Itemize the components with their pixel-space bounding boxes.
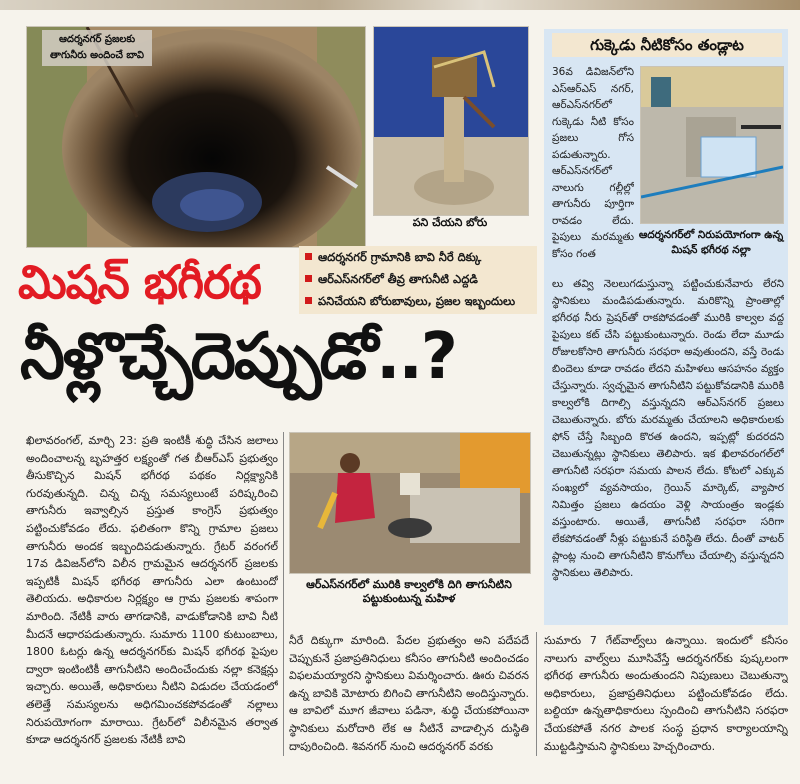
headline-line2: నీళ్లొచ్చేదెప్పుడో..? (20, 320, 456, 394)
column-divider (283, 432, 284, 756)
article-column-2: నీరే దిక్కుగా మారింది. పేదల ప్రభుత్వం అని పదేపదే చెప్పుకునే ప్రజాప్రతినిధులు కనీసం తాగునీటి అందించడం విఫలమయ్యారని స్థానికులు విమర్శించారు. ఊరు చివరన ఉన్న బావికి మోటారు బిగించి తాగునీటిని అందిస్తున్నారు. ఆ బావిలో మూగ జీవాలు పడినా, శుద్ధి చేయకపోయినా స్థానికులు మరోదారి లేక ఆ నీటినే వాడాల్సిన దుస్థితి దాపురించింది. శివనగర్ నుంచి ఆదర్శనగర్ వరకు (289, 634, 529, 753)
well-caption: ఆదర్శనగర్ ప్రజలకు తాగునీరు అందించే బావి (50, 34, 144, 61)
tap-image (641, 67, 783, 223)
bullet-item: ఆదర్శనగర్ గ్రామానికి బావి నీరే దిక్కు (299, 246, 537, 268)
subheadline-bullets (299, 246, 537, 314)
top-photo-strip (0, 0, 800, 10)
column-divider (536, 632, 537, 756)
bullet-square-icon (305, 275, 312, 282)
bullet-square-icon (305, 297, 312, 304)
tap-photo (640, 66, 784, 224)
sidebar-intro: 36వ డివిజన్‌లోని ఎస్ఆర్ఎస్ నగర్, ఆర్ఎస్‌నగర్‌లో గుక్కెడు నీటి కోసం ప్రజలు గోస పడుతున్నారు. ఆర్ఎస్‌నగర్‌లో నాలుగు గల్లీల్లో తాగునీరు పూర్తిగా రావడం లేదు. పైపులు మరమ్మతు కోసం గంత (552, 66, 634, 260)
sidebar-body: లు తవ్వి నెలలుగడుస్తున్నా పట్టించుకునేవారు లేరని స్థానికులు మండిపడుతున్నారు. మరికొన్ని ప్రాంతాల్లో భగీరథ నీరు ప్రెషర్‌తో రాకపోవడంతో మురికి కాల్వల వద్ద పైపులు కట్ చేసి పట్టుకుంటున్నారు. రెండు లేదా మూడు రోజులకోసారి తాగునీరు సరఫరా అవుతుందని, వస్తే రెండు బిందెలు కూడా రావడం లేదని మహిళలు ఆసహనం వ్యక్తం చేస్తున్నారు. స్వచ్ఛమైన తాగునీటిని పట్టుకోవడానికి మురికి కాల్వలోకి దిగాల్సి వస్తున్నదని ఆర్ఎస్‌నగర్ ప్రజలు చెబుతున్నారు. బోరు మరమ్మతు చేయాలని అధికారులకు ఫోన్ చేస్తే సిబ్బంది కొరత ఉందని, ఇప్పట్లో కుదరదని చెబుతున్నట్లు స్థానికులు తెలిపారు. ఇక ఖిలావరంగల్‌లో తాగునీటి సరఫరా సమయ పాలన లేదు. కోటలో ఎక్కువ సంఖ్యలో వ్యవసాయం, గ్రెయిన్ మార్కెట్, వ్యాపార నిమిత్తం ప్రజలు ఉదయం వెళ్లి సాయంత్రం ఇండ్లకు వస్తుంటారు. అయితే, తాగునీటి సరఫరా సరిగా లేకపోవడంతో నీళ్లు పట్టుకునే పరిస్థితి లేదు. దీంతో వాటర్ ప్లాంట్ల నుంచి తాగునీటిని కొనుగోలు చేయాల్సి వస్తున్నదని స్థానికులు తెలిపారు. (552, 278, 784, 579)
article-column-3: సుమారు 7 గేట్‌వాల్వ్‌లు ఉన్నాయి. ఇందులో కనీసం నాలుగు వాల్వ్‌లు మూసివేస్తే ఆదర్శనగర్‌కు పుష్కలంగా భగీరథ తాగునీరు అందుతుందని నిపుణులు చెబుతున్నా అధికారులు, ప్రజాప్రతినిధులు పట్టించుకోవడం లేదు. బల్దియా ఉన్నతాధికారులు స్పందించి తాగునీటిని సరఫరా చేయకపోతే నగర పాలక సంస్థ ప్రధాన కార్యాలయాన్ని ముట్టడిస్తామని స్థానికులు హెచ్చరించారు. (544, 634, 788, 753)
sidebar-title: గుక్కెడు నీటికోసం తండ్లాట (552, 33, 782, 57)
well-caption-box (42, 30, 152, 66)
borewell-image (374, 27, 528, 215)
borewell-photo (373, 26, 529, 216)
bullet-square-icon (305, 253, 312, 260)
bullet-item: ఆర్ఎస్‌నగర్‌లో తీవ్ర తాగునీటి ఎద్దడి (299, 268, 537, 290)
woman-caption: ఆర్ఎస్‌నగర్‌లో మురికి కాల్వలోకి దిగి తాగునీటిని పట్టుకుంటున్న మహిళ (306, 578, 512, 605)
article-column-1: ఖిలావరంగల్, మార్చి 23: ప్రతి ఇంటికీ శుద్ధి చేసిన జలాలు అందించాలన్న బృహత్తర లక్ష్యంతో గత బీఆర్ఎస్ ప్రభుత్వం తీసుకొచ్చిన మిషన్ భగీరథ పథకం నిర్లక్ష్యానికి గురవుతున్నది. చిన్న చిన్న సమస్యలుంటే పరిష్కరించి తాగునీరు ఇవ్వాల్సిన ప్రస్తుత కాంగ్రెస్ ప్రభుత్వం పట్టించుకోవడం లేదు. ఫలితంగా కొన్ని గ్రామాల ప్రజలు తాగునీరు అందక ఇబ్బందిపడుతున్నారు. గ్రేటర్ వరంగల్ 17వ డివిజన్‌లోని విలీన గ్రామమైన ఆదర్శనగర్ ప్రజలకు ఇప్పటికీ మిషన్ భగీరథ తాగునీరు ఎలా ఉంటుందో తెలియదు. అధికారుల నిర్లక్ష్యం ఆ గ్రామ ప్రజలకు శాపంగా మారింది. నేటికీ వారు తాగడానికి, వాడుకోడానికి బావి నీటి మీదనే ఆధారపడుతున్నారు. సుమారు 1100 కుటుంబాలు, 1800 ఓటర్లు ఉన్న ఆదర్శనగర్‌కు మిషన్ భగీరథ పైపుల ద్వారా ఇంటింటికీ తాగునీటిని అందించేందుకు నల్లా కనెక్షన్లు ఇచ్చారు. అయితే, అధికారులు నీటిని విడుదల చేయడంలో తలెత్తే సమస్యలను అధిగమించకపోవడంతో నల్లాలు నిరుపయోగంగా మారాయి. గ్రేటర్‌లో విలీనమైన తర్వాత కూడా ఆదర్శనగర్ ప్రజలకు నేటికీ బావి (26, 434, 278, 747)
woman-photo (289, 432, 531, 574)
bullet-item: పనిచేయని బోరుబావులు, ప్రజల ఇబ్బందులు (299, 290, 537, 312)
woman-image (290, 433, 530, 573)
headline-line1: మిషన్ భగీరథ (18, 255, 261, 309)
borewell-caption: పని చేయని బోరు (412, 216, 488, 229)
tap-caption: ఆదర్శనగర్‌లో నిరుపయోగంగా ఉన్న మిషన్ భగీరథ నల్లా (638, 229, 784, 256)
